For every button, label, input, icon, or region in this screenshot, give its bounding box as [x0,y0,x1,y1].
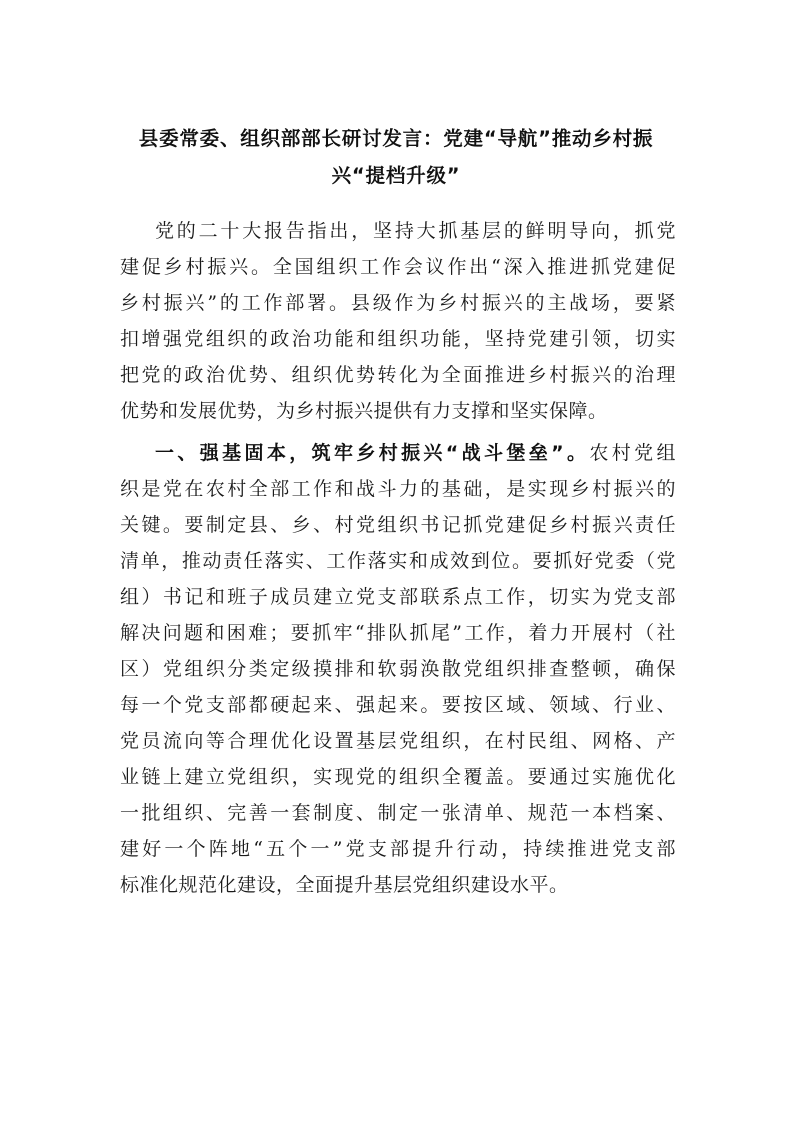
paragraph-line: 扣增强党组织的政治功能和组织功能，坚持党建引领，切实 [120,328,676,350]
paragraph-line: 党的二十大报告指出，坚持大抓基层的鲜明导向，抓党 [155,220,676,242]
heading-line-rest: 农村党组 [589,442,676,464]
paragraph-line: 一批组织、完善一套制度、制定一张清单、规范一本档案、 [120,802,676,824]
paragraph-line: 建好一个阵地“五个一”党支部提升行动，持续推进党支部 [120,838,676,860]
paragraph-line: 标准化规范化建设，全面提升基层党组织建设水平。 [120,874,569,896]
paragraph-line: 把党的政治优势、组织优势转化为全面推进乡村振兴的治理 [120,364,676,386]
paragraph-line-with-heading [120,435,676,471]
document-title [112,120,680,194]
paragraph-line: 每一个党支部都硬起来、强起来。要按区域、领域、行业、 [120,694,676,716]
paragraph-line: 组）书记和班子成员建立党支部联系点工作，切实为党支部 [120,586,676,608]
title-line-1: 县委常委、组织部部长研讨发言：党建“导航”推动乡村振 [138,127,654,150]
paragraph-line: 优势和发展优势，为乡村振兴提供有力支撑和坚实保障。 [120,400,608,422]
paragraph-line: 区）党组织分类定级摸排和软弱涣散党组织排查整顿，确保 [120,658,676,680]
paragraph-line: 党员流向等合理优化设置基层党组织，在村民组、网格、产 [120,730,676,752]
section-heading: 一、强基固本，筑牢乡村振兴“战斗堡垒”。 [155,442,590,464]
title-line-2: 兴“提档升级” [331,164,461,187]
paragraph-section-1 [120,435,676,903]
paragraph-intro [120,213,676,429]
paragraph-line: 业链上建立党组织，实现党的组织全覆盖。要通过实施优化 [120,766,676,788]
paragraph-line: 乡村振兴”的工作部署。县级作为乡村振兴的主战场，要紧 [120,292,676,314]
paragraph-line: 解决问题和困难；要抓牢“排队抓尾”工作，着力开展村（社 [120,622,676,644]
paragraph-line: 清单，推动责任落实、工作落实和成效到位。要抓好党委（党 [120,550,676,572]
document-body [120,213,676,903]
paragraph-line: 织是党在农村全部工作和战斗力的基础，是实现乡村振兴的 [120,478,676,500]
paragraph-line: 关键。要制定县、乡、村党组织书记抓党建促乡村振兴责任 [120,514,676,536]
paragraph-line: 建促乡村振兴。全国组织工作会议作出“深入推进抓党建促 [120,256,676,278]
